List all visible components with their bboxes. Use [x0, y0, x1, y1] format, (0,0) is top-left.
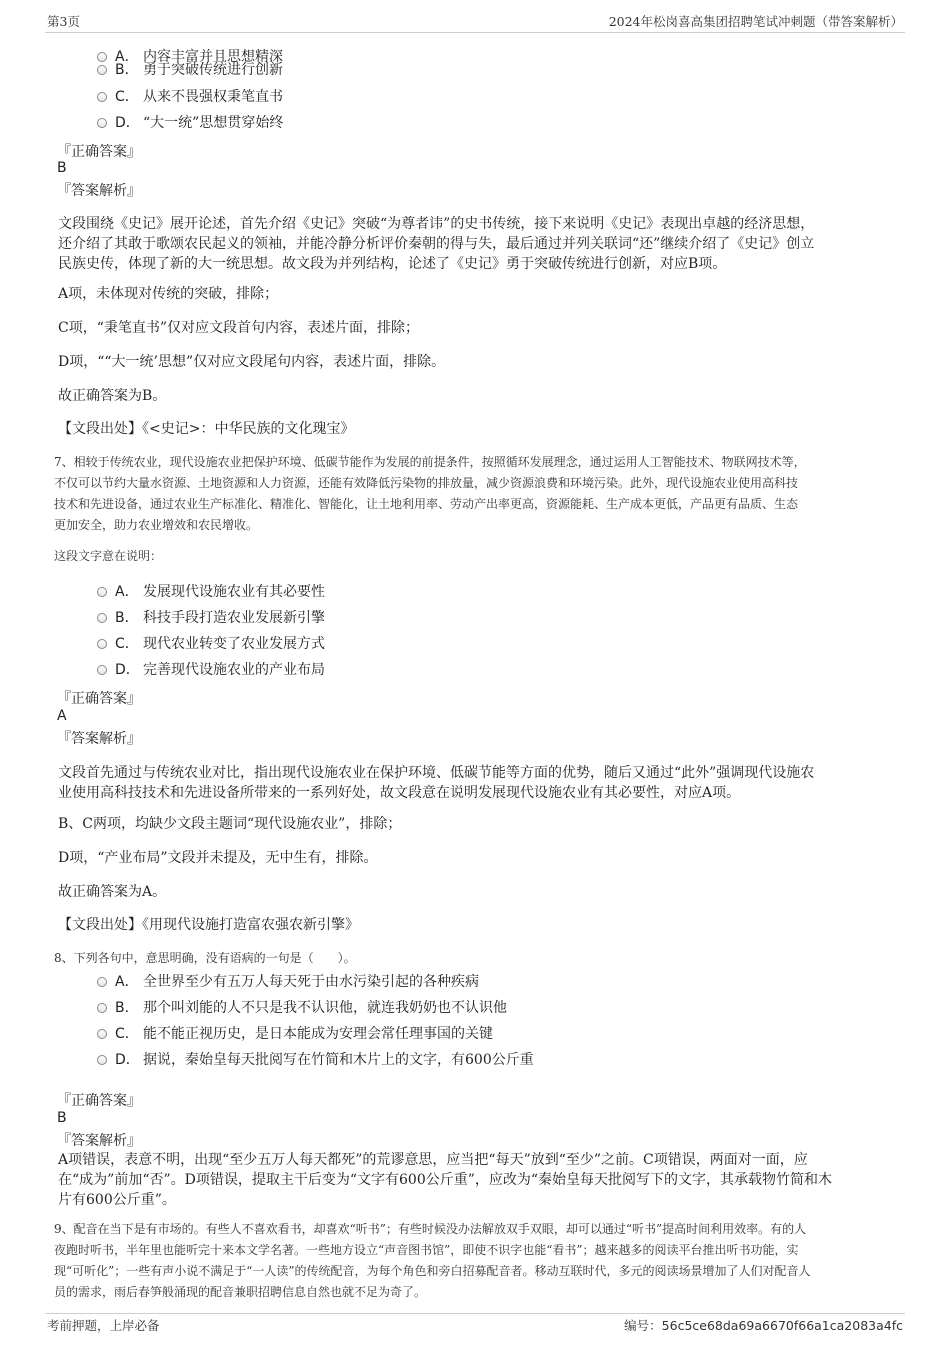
- q7-conclusion: 故正确答案为A。: [58, 884, 167, 900]
- q6-note-c: C项，“秉笔直书”仅对应文段首句内容，表述片面，排除；: [58, 320, 420, 336]
- radio-icon[interactable]: [97, 1029, 107, 1039]
- radio-icon[interactable]: [97, 665, 107, 675]
- q7-option-d[interactable]: D． 完善现代设施农业的产业布局: [97, 661, 325, 679]
- q7-source: 【文段出处】《用现代设施打造富农强农新引擎》: [58, 917, 359, 933]
- correct-answer-label: 『正确答案』: [57, 144, 141, 160]
- radio-icon[interactable]: [97, 118, 107, 128]
- radio-icon[interactable]: [97, 1055, 107, 1065]
- q6-analysis: 文段围绕《史记》展开论述，首先介绍《史记》突破“为尊者讳”的史书传统，接下来说明《史记》表现出卓越的经济思想， 还介绍了其敢于歌颂农民起义的领袖，并能冷静分析评价秦朝的得与失，最后通过并列关联词“还”继续介绍了《史记》创立 民族史传，体现了新的大一统思想。故文段为并列结构，论述了《史记》勇于突破传统进行创新，对应B项。: [58, 216, 815, 272]
- radio-icon[interactable]: [97, 613, 107, 623]
- footer-slogan: 考前押题，上岸必备: [47, 1318, 160, 1333]
- radio-icon[interactable]: [97, 1003, 107, 1013]
- q8-stem: 8、下列各句中，意思明确，没有语病的一句是（ ）。: [54, 951, 356, 965]
- q6-option-b[interactable]: B． 勇于突破传统进行创新: [97, 61, 283, 79]
- q8-option-d[interactable]: D． 据说，秦始皇每天批阅写在竹简和木片上的文字，有600公斤重: [97, 1051, 534, 1069]
- q8-analysis: A项错误，表意不明，出现“至少五万人每天都死”的荒谬意思，应当把“每天”放到“至少”之前。C项错误，两面对一面，应 在“成为”前加“否”。D项错误，提取主干后变为“文字有600公斤重”，应改为“秦始皇每天批阅写下的文字，其承载物竹简和木 片有600公斤重”。: [58, 1152, 833, 1208]
- analysis-label: 『答案解析』: [57, 731, 141, 747]
- q6-option-a[interactable]: A． 内容丰富并且思想精深: [97, 48, 283, 66]
- q7-note-bc: B、C两项，均缺少文段主题词“现代设施农业”，排除；: [58, 816, 402, 832]
- q7-option-b[interactable]: B． 科技手段打造农业发展新引擎: [97, 609, 325, 627]
- q7-question: 这段文字意在说明：: [54, 549, 163, 563]
- radio-icon[interactable]: [97, 92, 107, 102]
- q8-answer: B: [57, 1110, 67, 1126]
- q6-answer: B: [57, 160, 67, 176]
- q8-option-b[interactable]: B． 那个叫刘能的人不只是我不认识他，就连我奶奶也不认识他: [97, 999, 507, 1017]
- document-title: 2024年松岗喜高集团招聘笔试冲刺题（带答案解析）: [608, 14, 903, 29]
- q7-note-d: D项，“产业布局”文段并未提及，无中生有，排除。: [58, 850, 378, 866]
- page-footer: [45, 1313, 905, 1336]
- radio-icon[interactable]: [97, 639, 107, 649]
- q8-option-a[interactable]: A． 全世界至少有五万人每天死于由水污染引起的各种疾病: [97, 973, 479, 991]
- q7-option-c[interactable]: C． 现代农业转变了农业发展方式: [97, 635, 325, 653]
- q7-option-a[interactable]: A． 发展现代设施农业有其必要性: [97, 583, 325, 601]
- q6-conclusion: 故正确答案为B。: [58, 388, 167, 404]
- q6-note-a: A项，未体现对传统的突破，排除；: [58, 286, 279, 302]
- radio-icon[interactable]: [97, 65, 107, 75]
- q6-option-d[interactable]: D． “大一统”思想贯穿始终: [97, 114, 283, 132]
- page-header: [45, 12, 905, 33]
- q8-option-c[interactable]: C． 能不能正视历史，是日本能成为安理会常任理事国的关键: [97, 1025, 493, 1043]
- q6-source: 【文段出处】《<史记>：中华民族的文化瑰宝》: [58, 421, 355, 437]
- analysis-label: 『答案解析』: [57, 183, 141, 199]
- document-code: 编号：56c5ce68da69a6670f66a1ca2083a4fc: [624, 1318, 903, 1333]
- q7-answer: A: [57, 708, 67, 724]
- q6-option-c[interactable]: C． 从来不畏强权秉笔直书: [97, 88, 283, 106]
- radio-icon[interactable]: [97, 977, 107, 987]
- correct-answer-label: 『正确答案』: [57, 1093, 141, 1109]
- radio-icon[interactable]: [97, 587, 107, 597]
- analysis-label: 『答案解析』: [57, 1133, 141, 1149]
- correct-answer-label: 『正确答案』: [57, 691, 141, 707]
- q6-note-d: D项，““大一统’思想”仅对应文段尾句内容，表述片面，排除。: [58, 354, 446, 370]
- q7-analysis: 文段首先通过与传统农业对比，指出现代设施农业在保护环境、低碳节能等方面的优势，随后又通过“此外”强调现代设施农 业使用高科技技术和先进设备所带来的一系列好处，故文段意在说明发展现代设施农业有其必要性，对应A项。: [58, 765, 815, 801]
- page-number: 第3页: [47, 14, 80, 29]
- q7-stem: 7、相较于传统农业，现代设施农业把保护环境、低碳节能作为发展的前提条件，按照循环发展理念，通过运用人工智能技术、物联网技术等， 不仅可以节约大量水资源、土地资源和人力资源，还能有效降低污染物的排放量，减少资源浪费和环境污染。此外，现代设施农业使用高科技 技术和先进设备，通过农业生产标准化、精准化、智能化，让土地利用率、劳动产出率更高，资源能耗、生产成本更低，产品更有品质、生态 更加安全，助力农业增效和农民增收。: [54, 455, 806, 532]
- q9-stem: 9、配音在当下是有市场的。有些人不喜欢看书，却喜欢“听书”；有些时候没办法解放双手双眼，却可以通过“听书”提高时间利用效率。有的人 夜跑时听书，半年里也能听完十来本文学名著。一些地方设立“声音图书馆”，即使不识字也能“看书”；越来越多的阅读平台推出听书功能，实 现“可听化”；一些有声小说不满足于“一人读”的传统配音，为每个角色和旁白招募配音者。移动互联时代，多元的阅读场景增加了人们对配音人 员的需求，雨后春笋般涌现的配音兼职招聘信息自然也就不足为奇了。: [54, 1222, 811, 1299]
